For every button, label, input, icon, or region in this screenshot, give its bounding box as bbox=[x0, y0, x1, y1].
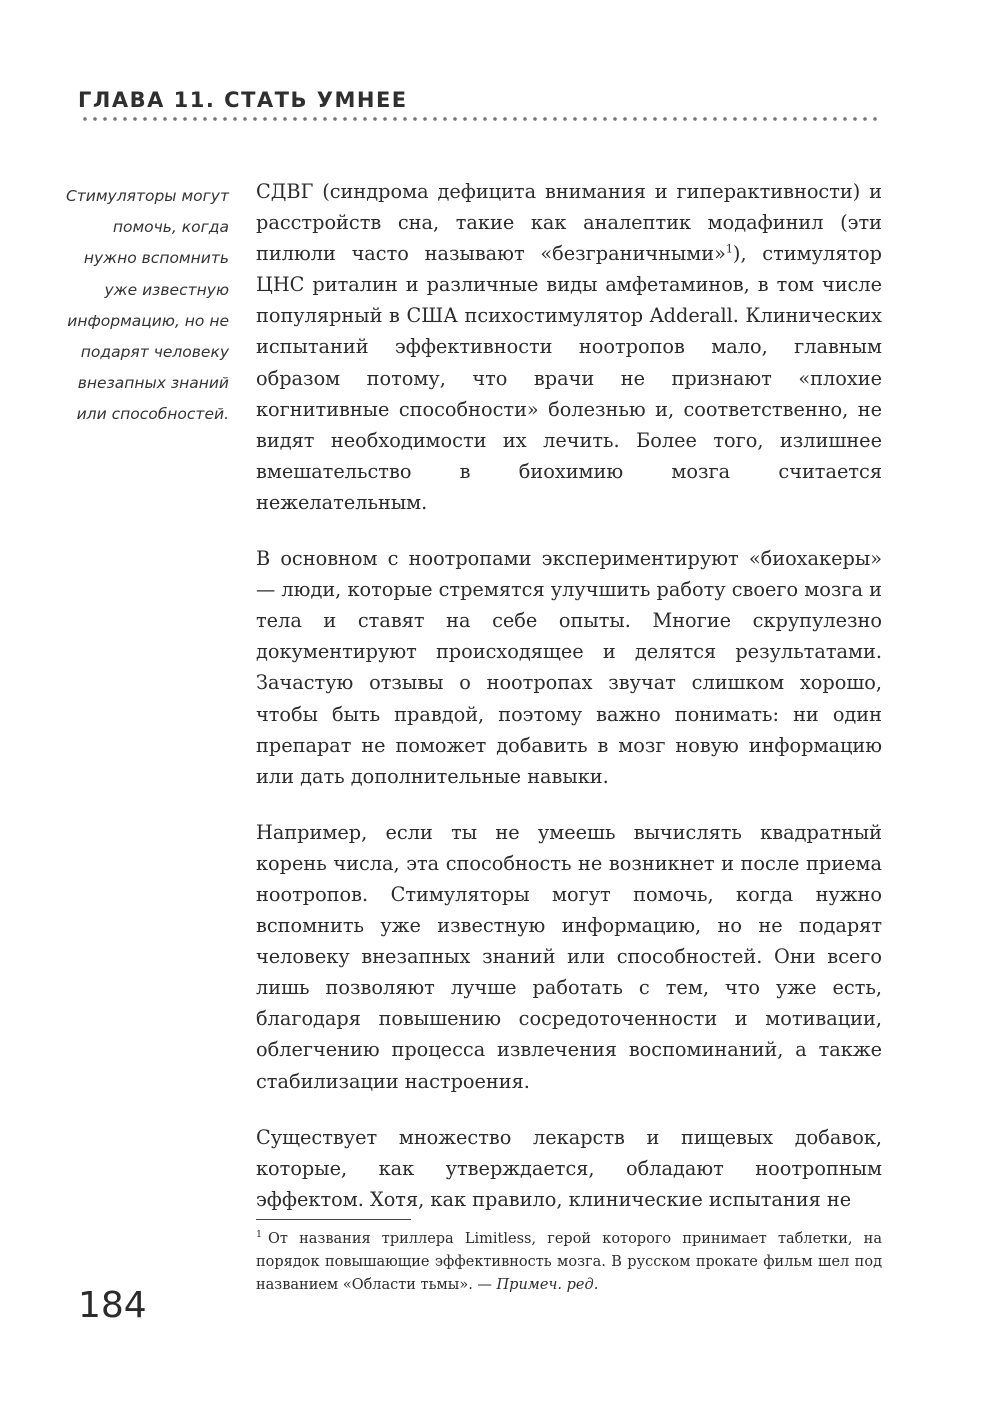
footnote-reference: 1 bbox=[725, 242, 733, 256]
paragraph-1 bbox=[256, 176, 882, 518]
paragraph-3: Например, если ты не умеешь вычислять квадратный корень числа, эта способность не возникнет и после приема ноотропов. Стимуляторы могут помочь, когда нужно вспомнить уже известную информацию, но не подарят человеку внезапных знаний или способностей. Они всего лишь позволяют лучше работать с тем, что уже есть, благодаря повышению сосредоточенности и мотивации, облегчению процесса извлечения воспоминаний, а также стабилизации настроения. bbox=[256, 820, 882, 1093]
page-number: 184 bbox=[78, 1285, 147, 1326]
running-head: ГЛАВА 11. СТАТЬ УМНЕЕ bbox=[78, 88, 408, 112]
footnote-rule bbox=[256, 1219, 411, 1220]
paragraph-4: Существует множество лекарств и пищевых добавок, которые, как утверждается, обладают ноотропным эффектом. Хотя, как правило, клинические испытания не bbox=[256, 1125, 882, 1211]
footnote bbox=[256, 1228, 882, 1297]
dotted-divider bbox=[80, 115, 880, 123]
paragraph-1-end: ), стимулятор ЦНС риталин и различные виды амфетаминов, в том числе популярный в США психостимулятор Adderall. Клинических испытаний эффективности ноотропов мало, главным образом потому, что врачи не признают «плохие когнитивные способности» болезнью и, соответственно, не видят необходимости их лечить. Более того, излишнее вмешательство в биохимию мозга считается нежелательным. bbox=[256, 242, 882, 514]
footnote-editor-note: Примеч. ред. bbox=[496, 1277, 599, 1293]
footnote-mark: 1 bbox=[256, 1229, 263, 1241]
paragraph-1-start: СДВГ (синдрома дефицита внимания и гиперактивности) и расстройств сна, такие как аналептик модафинил (эти пилюли часто называют «безграничными» bbox=[256, 180, 882, 266]
main-text bbox=[256, 176, 882, 1215]
margin-note: Стимуляторы могут помочь, когда нужно вспомнить уже известную информацию, но не подарят человеку внезапных знаний или способностей. bbox=[65, 187, 229, 424]
paragraph-2: В основном с ноотропами экспериментируют «биохакеры» — люди, которые стремятся улучшить работу своего мозга и тела и ставят на себе опыты. Многие скрупулезно документируют происходящее и делятся результатами. Зачастую отзывы о ноотропах звучат слишком хорошо, чтобы быть правдой, поэтому важно понимать: ни один препарат не поможет добавить в мозг новую информацию или дать дополнительные навыки. bbox=[256, 547, 882, 788]
footnote-text: От названия триллера Limitless, герой которого принимает таблетки, на порядок повышающие эффективность мозга. В русском прокате фильм шел под названием «Области тьмы». — bbox=[256, 1231, 882, 1293]
